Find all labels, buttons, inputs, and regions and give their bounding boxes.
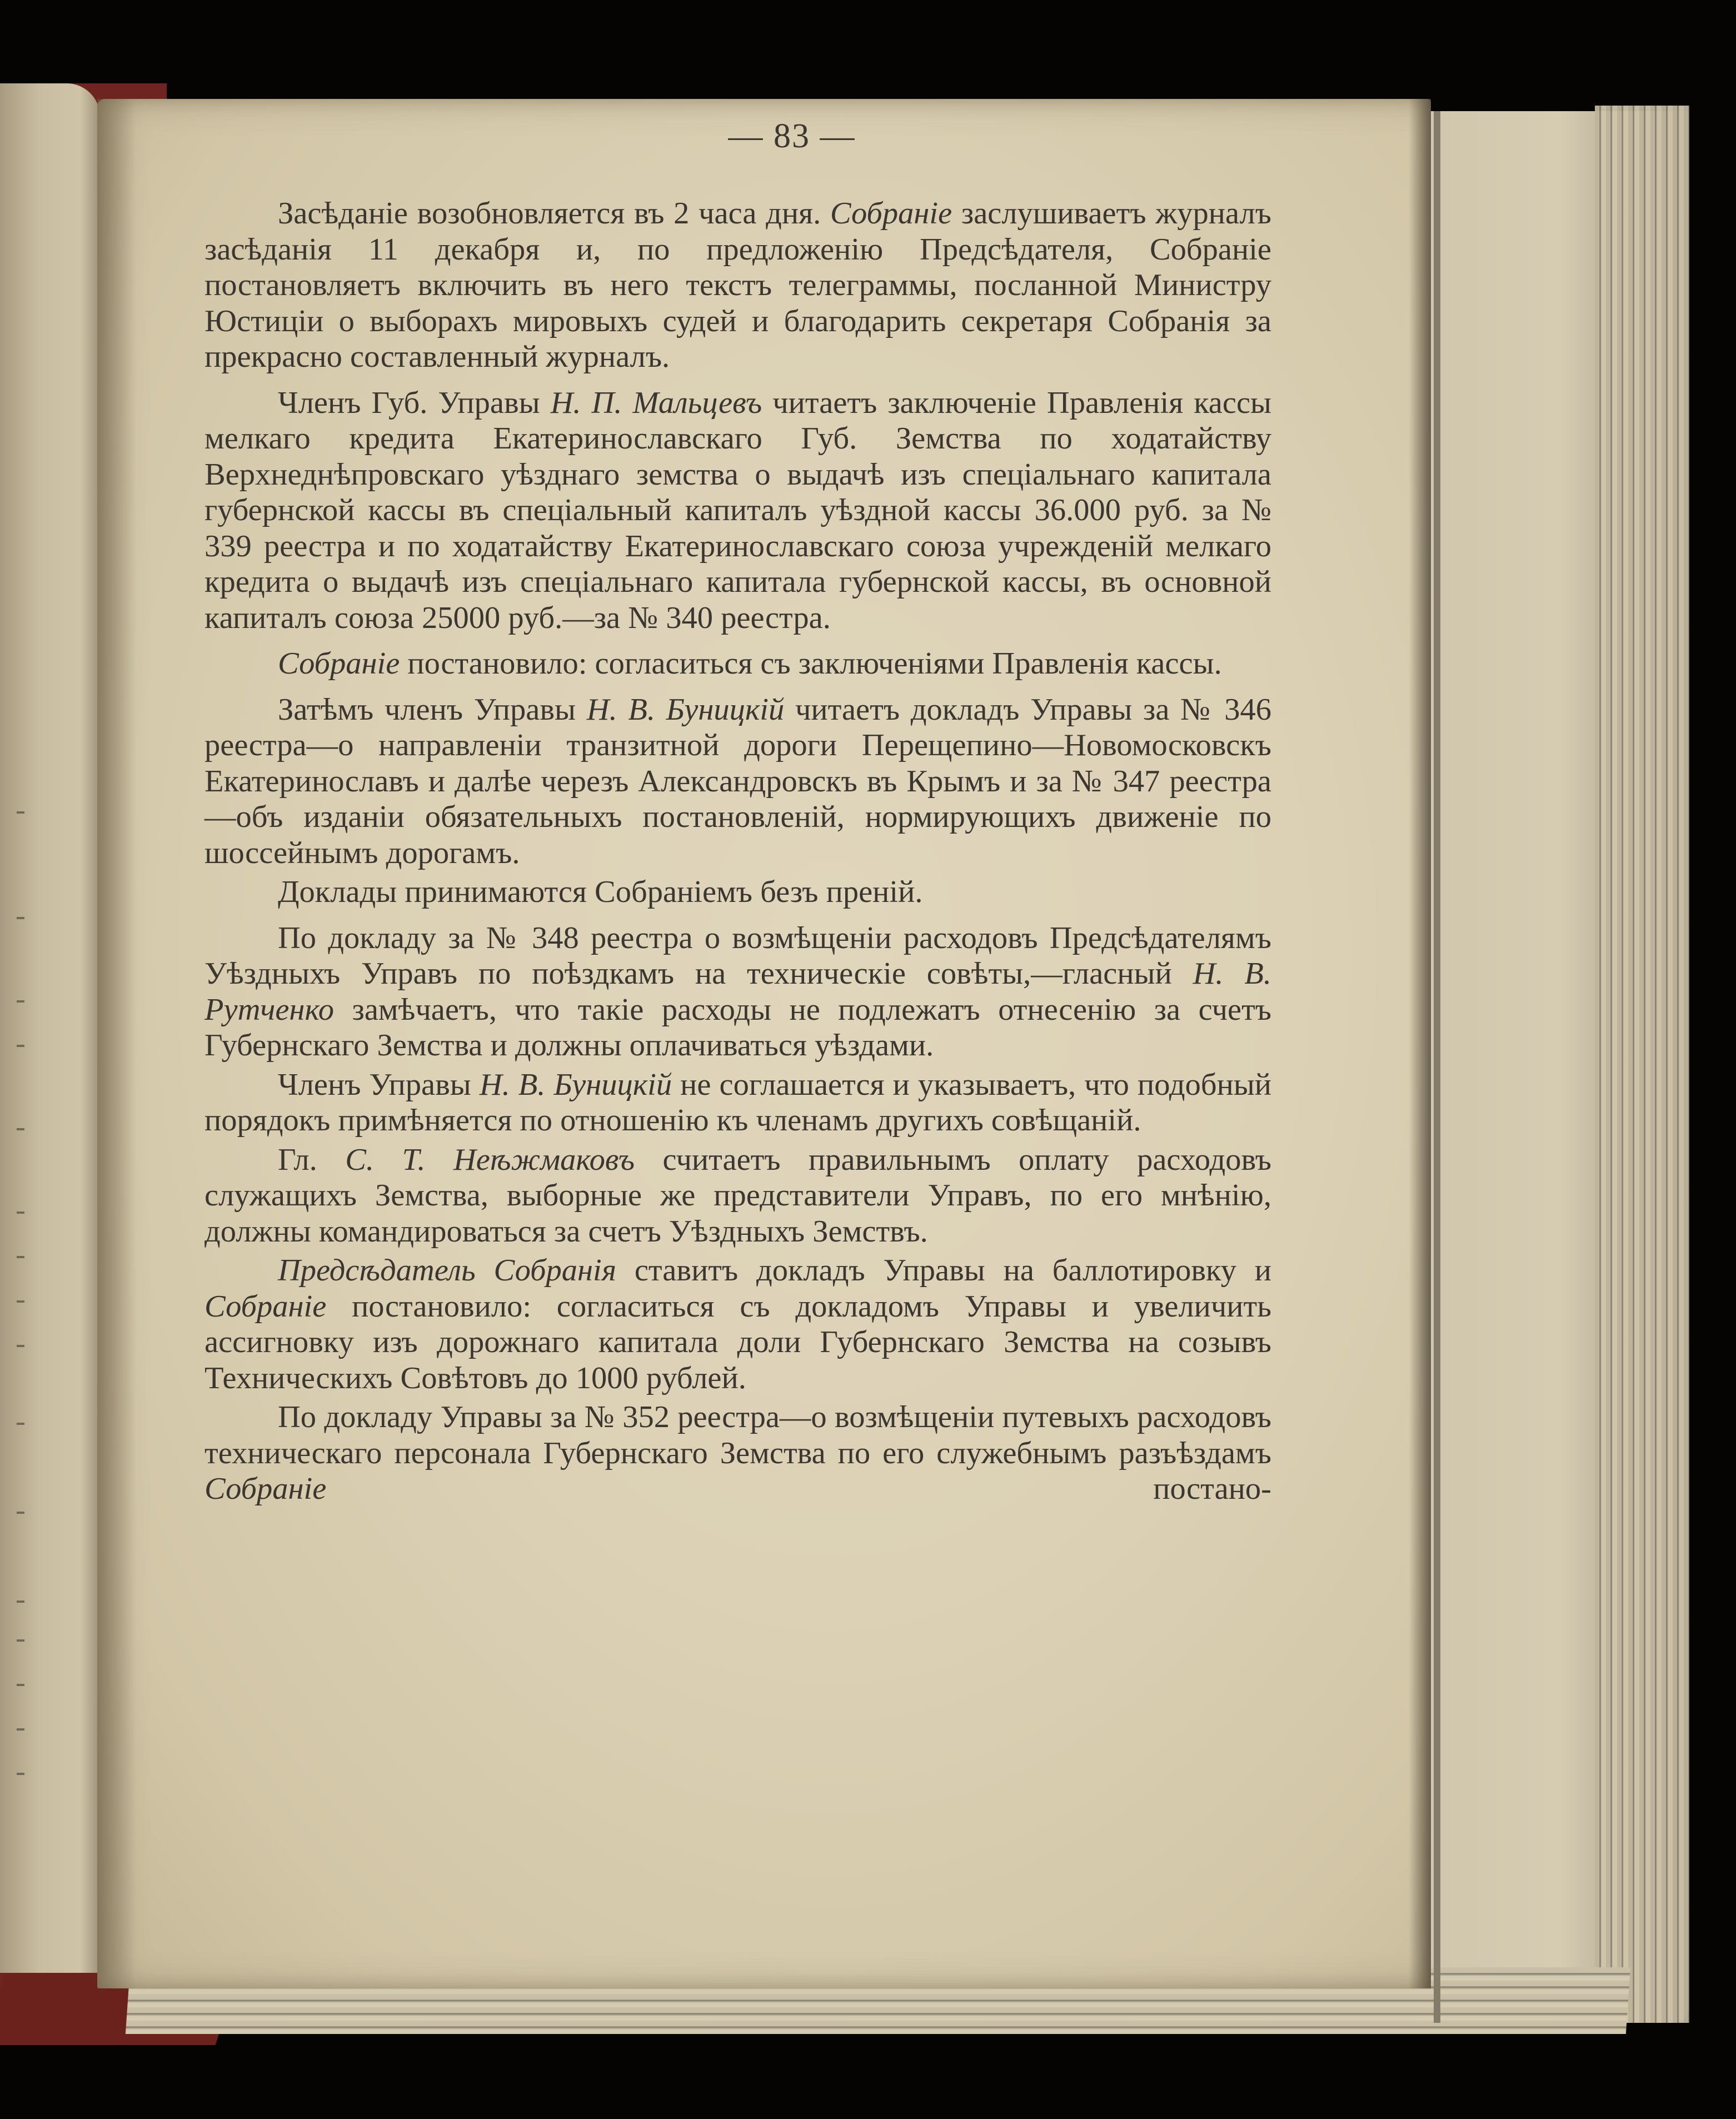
- italic-name: Н. В. Буницкій: [586, 692, 785, 727]
- text-run: заслушиваетъ журналъ засѣданія 11 декабря и, по предложенію Предсѣдателя, Собраніе постановляетъ включить въ него текстъ телеграммы, посланной Министру Юстиціи о выборахъ мировыхъ судей и благодарить секретаря Собранія за прекрасно составленный журналъ.: [204, 196, 1271, 374]
- paragraph: [204, 1142, 1271, 1250]
- paragraph: [204, 1067, 1271, 1139]
- paragraph: [204, 1399, 1271, 1507]
- text-run: Гл.: [278, 1142, 346, 1177]
- text-run: постановило: согласиться съ докладомъ Управы и увеличить ассигновку изъ дорожнаго капитала доли Губернскаго Земства на созывъ Техническихъ Совѣтовъ до 1000 рублей.: [204, 1289, 1271, 1395]
- page-number: — 83 —: [728, 117, 856, 155]
- text-run: считаетъ правильнымъ оплату расходовъ служащихъ Земства, выборные же представители Управъ, по его мнѣнію, должны командироваться за счетъ Уѣздныхъ Земствъ.: [204, 1142, 1271, 1249]
- paragraph: [204, 692, 1271, 871]
- text-run: не соглашается и указываетъ, что подобный порядокъ примѣняется по отношенію къ членамъ другихъ совѣщаній.: [204, 1067, 1272, 1138]
- text-run: Засѣданіе возобновляется въ 2 часа дня.: [278, 196, 830, 231]
- paragraph: [204, 1253, 1271, 1396]
- paragraph: [204, 646, 1271, 682]
- text-run: читаетъ докладъ Управы за № 346 реестра—о направленіи транзитной дороги Перещепино—Новомосковскъ Екатеринославъ и далѣе черезъ Александровскъ въ Крымъ и за № 347 реестра—объ изданіи обязательныхъ постановленій, нормирующихъ движеніе по шоссейнымъ дорогамъ.: [204, 692, 1272, 870]
- text-run: читаетъ заключеніе Правленія кассы мелкаго кредита Екатеринославскаго Губ. Земства по ходатайству Верхнеднѣпровскаго уѣзднаго земства о выдачѣ изъ спеціальнаго капитала губернской кассы въ спеціальный капиталъ уѣздной кассы 36.000 руб. за № 339 реестра и по ходатайству Екатеринославскаго союза учрежденій мелкаго кредита о выдачѣ изъ спеціальнаго капитала губернской кассы, въ основной капиталъ союза 25000 руб.—за № 340 реестра.: [204, 385, 1271, 635]
- text-run: Доклады принимаются Собраніемъ безъ преній.: [278, 875, 923, 909]
- text-run: По докладу Управы за № 352 реестра—о возмѣщеніи путевыхъ расходовъ техническаго персонала Губернскаго Земства по его служебнымъ разъѣздамъ: [204, 1400, 1271, 1470]
- text-run: Затѣмъ членъ Управы: [278, 692, 587, 727]
- italic-name: С. Т. Неѣжмаковъ: [345, 1142, 635, 1177]
- text-run: Членъ Губ. Управы: [278, 385, 551, 420]
- text-run: постано-: [326, 1472, 1271, 1506]
- paragraph: [204, 874, 1271, 910]
- page-body-text: [204, 196, 1271, 1507]
- text-run: постановило: согласиться съ заключеніями Правленія кассы.: [400, 646, 1222, 681]
- paragraph: [204, 920, 1271, 1064]
- italic-name: Н. П. Мальцевъ: [550, 385, 762, 420]
- italic-name: Собраніе: [278, 646, 400, 681]
- text-run: Членъ Управы: [278, 1067, 480, 1102]
- page-edges-stack: [1595, 106, 1689, 2023]
- paragraph: [204, 385, 1271, 636]
- text-run: По докладу за № 348 реестра о возмѣщеніи расходовъ Предсѣдателямъ Уѣздныхъ Управъ по поѣздкамъ на техническіе совѣты,—гласный: [204, 920, 1271, 991]
- italic-name: Собраніе: [204, 1472, 327, 1506]
- previous-page-edge: [0, 83, 100, 1973]
- italic-name: Н. В. Буницкій: [479, 1067, 672, 1102]
- italic-name: Предсѣдатель Собранія: [278, 1253, 617, 1288]
- italic-name: Собраніе: [204, 1289, 327, 1324]
- italic-name: Н. В. Рутченко: [204, 956, 1271, 1027]
- text-run: замѣчаетъ, что такіе расходы не подлежатъ отнесенію за счетъ Губернскаго Земства и должны оплачиваться уѣздами.: [204, 992, 1271, 1063]
- paragraph: [204, 196, 1271, 375]
- italic-name: Собраніе: [830, 196, 952, 231]
- text-run: ставитъ докладъ Управы на баллотировку и: [616, 1253, 1272, 1288]
